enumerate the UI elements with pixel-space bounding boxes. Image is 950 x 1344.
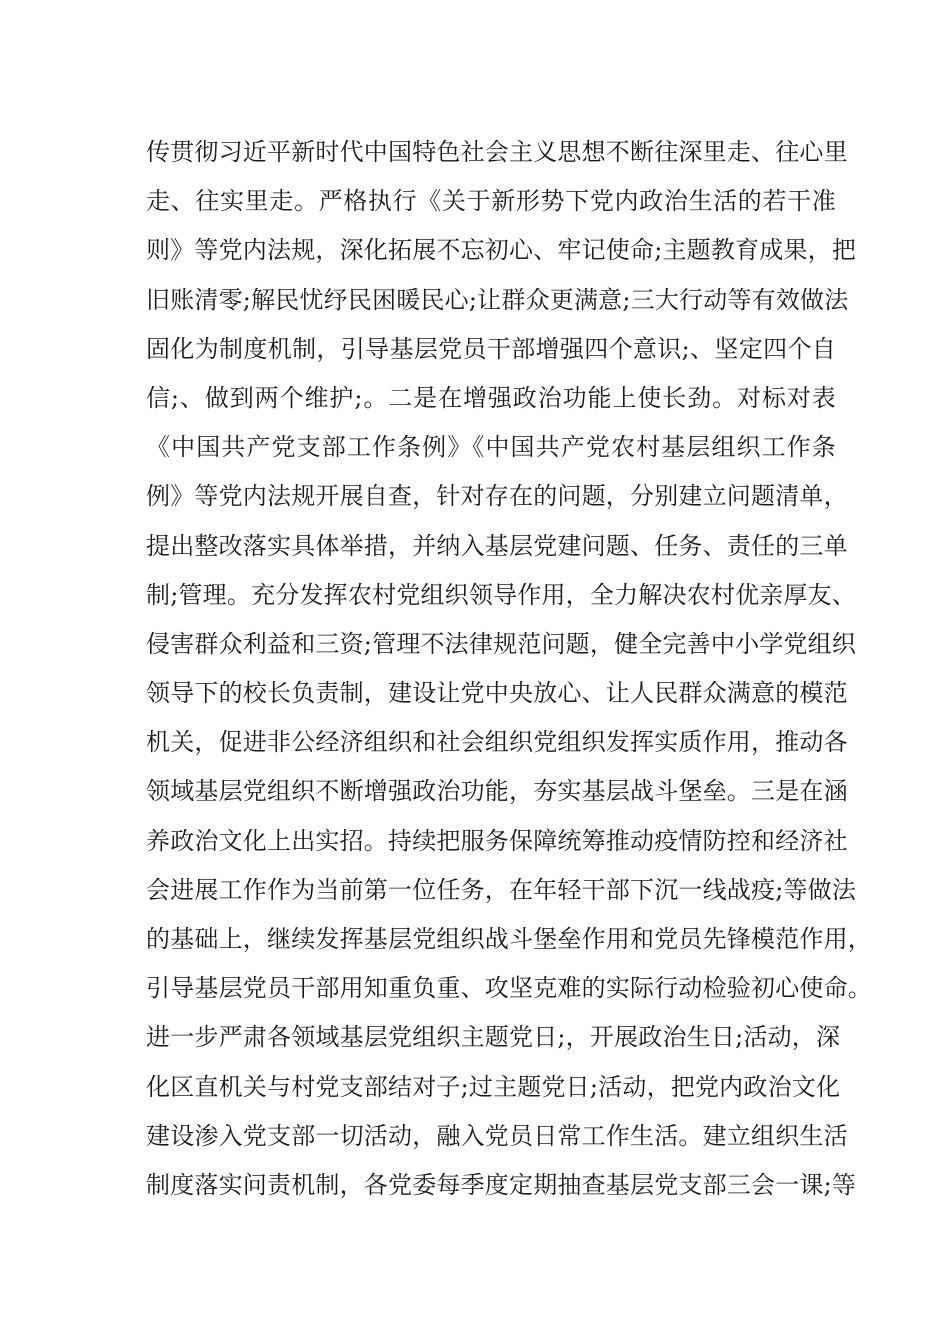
- text-line: 会进展工作作为当前第一位任务，在年轻干部下沉一线战疫;等做法: [146, 875, 857, 904]
- text-line: 走、往实里走。严格执行《关于新形势下党内政治生活的若干准: [146, 187, 836, 216]
- body-text: [146, 128, 872, 1210]
- text-line: 养政治文化上出实招。持续把服务保障统筹推动疫情防控和经济社: [146, 826, 848, 855]
- text-line: 侵害群众利益和三资;管理不法律规范问题，健全完善中小学党组织: [146, 629, 857, 658]
- text-line: 领导下的校长负责制，建设让党中央放心、让人民群众满意的模范: [146, 679, 848, 708]
- text-line: 的基础上，继续发挥基层党组织战斗堡垒作用和党员先锋模范作用，: [146, 925, 872, 953]
- text-line: 传贯彻习近平新时代中国特色社会主义思想不断往深里走、往心里: [146, 138, 848, 166]
- text-line: 固化为制度机制，引导基层党员干部增强四个意识;、坚定四个自: [146, 334, 836, 363]
- text-line: 制度落实问责机制，各党委每季度定期抽查基层党支部三会一课;等: [146, 1170, 857, 1199]
- text-line: 领域基层党组织不断增强政治功能，夯实基层战斗堡垒。三是在涵: [146, 777, 848, 806]
- text-line: 化区直机关与村党支部结对子;过主题党日;活动，把党内政治文化: [146, 1072, 841, 1101]
- text-line: 提出整改落实具体举措，并纳入基层党建问题、任务、责任的三单: [146, 531, 848, 560]
- text-line: 进一步严肃各领域基层党组织主题党日;，开展政治生日;活动，深: [146, 1023, 841, 1052]
- text-line: 机关，促进非公经济组织和社会组织党组织发挥实质作用，推动各: [146, 728, 848, 757]
- text-line: 旧账清零;解民忧纾民困暖民心;让群众更满意;三大行动等有效做法: [146, 285, 849, 314]
- text-line: 制;管理。充分发挥农村党组织领导作用，全力解决农村优亲厚友、: [146, 580, 857, 609]
- text-line: 引导基层党员干部用知重负重、攻坚克难的实际行动检验初心使命。: [146, 974, 872, 1003]
- text-line: 则》等党内法规，深化拓展不忘初心、牢记使命;主题教育成果，把: [146, 236, 857, 265]
- text-line: 信;、做到两个维护;。二是在增强政治功能上使长劲。对标对表: [146, 383, 836, 412]
- text-line: 建设渗入党支部一切活动，融入党员日常工作生活。建立组织生活: [146, 1121, 848, 1150]
- text-line: 《中国共产党支部工作条例》《中国共产党农村基层组织工作条: [146, 433, 836, 462]
- text-line: 例》等党内法规开展自查，针对存在的问题，分别建立问题清单，: [146, 482, 848, 511]
